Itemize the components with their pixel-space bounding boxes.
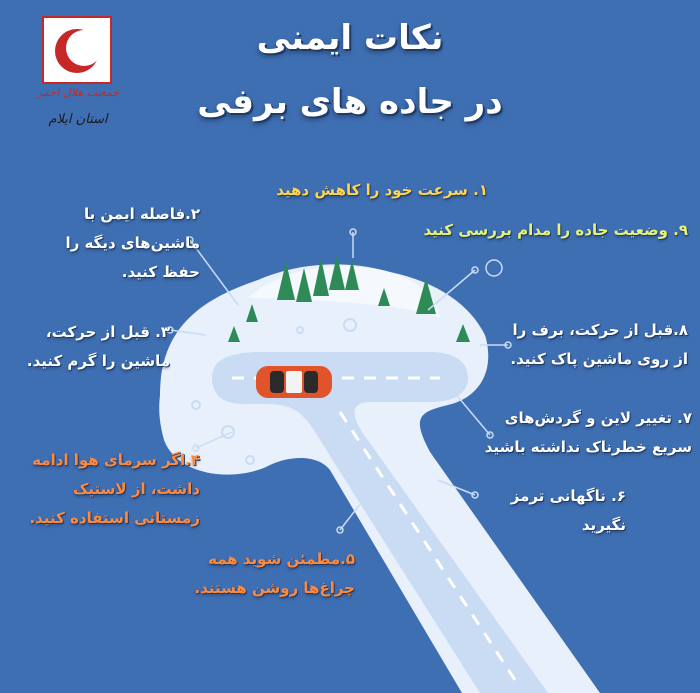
tip-4-line: زمستانی استفاده کنید. bbox=[29, 509, 200, 527]
tip-8-line: از روی ماشین پاک کنید. bbox=[510, 350, 688, 368]
tip-5-line: چراغ‌ها روشن هستند. bbox=[194, 579, 355, 597]
tip-7-line: سریع خطرناک نداشته باشید bbox=[484, 438, 692, 456]
tip-6: ۶. ناگهانی ترمز نگیرید bbox=[510, 487, 626, 534]
logo-org-name: جمعیت هلال احمر bbox=[36, 86, 120, 99]
tip-2-line: حفظ کنید. bbox=[121, 263, 200, 281]
tip-7-line: ۷. تغییر لاین و گردش‌های bbox=[504, 409, 692, 427]
page-title-line2: در جاده های برفی bbox=[197, 82, 503, 122]
car bbox=[256, 366, 332, 398]
tip-3 bbox=[20, 318, 170, 376]
tip-4 bbox=[12, 446, 200, 533]
tip-3-line: ۳. قبل از حرکت، bbox=[45, 323, 170, 341]
tip-4-line: ۴.اگر سرمای هوا ادامه bbox=[32, 451, 200, 469]
tip-7 bbox=[462, 404, 692, 462]
tip-3-line: ماشین را گرم کنید. bbox=[26, 352, 170, 370]
red-crescent-logo bbox=[42, 16, 112, 84]
tip-1: ۱. سرعت خود را کاهش دهید bbox=[276, 181, 488, 199]
tip-2-line: ماشین‌های دیگه را bbox=[65, 234, 200, 252]
tip-5 bbox=[180, 545, 355, 603]
tip-2 bbox=[20, 200, 200, 287]
logo-province: استان ایلام bbox=[48, 112, 108, 127]
crescent-icon bbox=[44, 18, 110, 82]
page-title-line1: نکات ایمنی bbox=[256, 18, 444, 58]
tip-9: ۹. وضعیت جاده را مدام بررسی کنید bbox=[423, 221, 688, 239]
tip-4-line: داشت، از لاستیک bbox=[73, 480, 200, 498]
tip-8 bbox=[502, 316, 688, 374]
tip-8-line: ۸.قبل از حرکت، برف را bbox=[512, 321, 688, 339]
tip-2-line: ۲.فاصله ایمن با bbox=[83, 205, 200, 223]
tip-5-line: ۵.مطمئن شوید همه bbox=[208, 550, 355, 568]
